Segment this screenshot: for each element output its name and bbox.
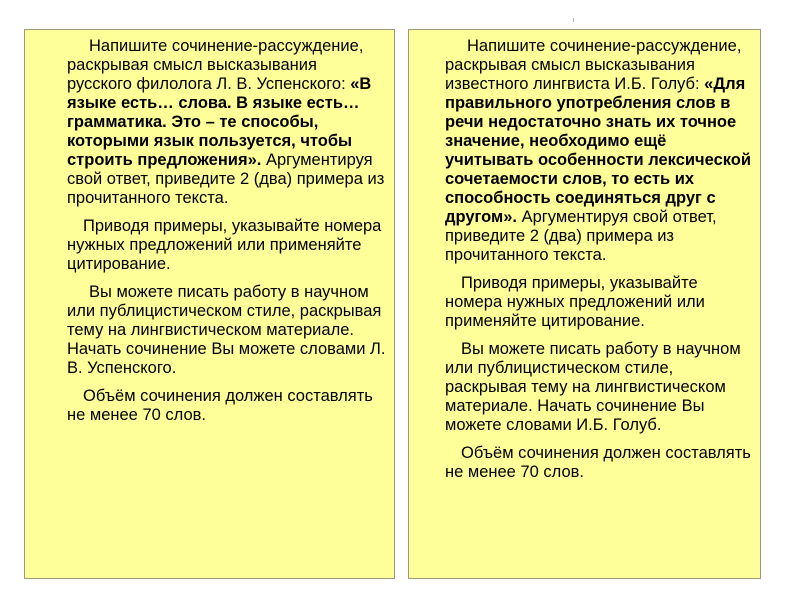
task-intro-text: Напишите сочинение-рассуждение, раскрывая смысл высказывания русского филолога Л. В. Успенского: [67, 37, 364, 93]
quote-text: «Для правильного употребления слов в речи недостаточно знать их точное значение, необходимо ещё учитывать особенности лексической сочетаемости слов, то есть их способность соединяться друг с другом». [445, 75, 752, 226]
essay-task-card-uspensky [24, 29, 395, 579]
examples-note: Приводя примеры, указывайте номера нужных предложений или применяйте цитирование. [445, 274, 705, 330]
style-note: Вы можете писать работу в научном или публицистическом стиле, раскрывая тему на лингвистическом материале. Начать сочинение Вы можете словами Л. В. Успенского. [67, 283, 386, 377]
examples-note: Приводя примеры, указывайте номера нужных предложений или применяйте цитирование. [67, 217, 382, 273]
essay-task-card-golub [408, 29, 761, 579]
task-intro-text: Напишите сочинение-рассуждение, раскрывая смысл высказывания известного лингвиста И.Б. Голуб: [445, 37, 742, 93]
task-paragraph [67, 37, 386, 208]
task-paragraph [445, 37, 752, 265]
volume-note: Объём сочинения должен составлять не менее 70 слов. [445, 444, 751, 481]
style-note: Вы можете писать работу в научном или публицистическом стиле, раскрывая тему на лингвистическом материале. Начать сочинение Вы можете словами И.Б. Голуб. [445, 340, 741, 434]
task-end-text: Аргументируя свой ответ, приведите 2 (два) примера из прочитанного текста. [67, 151, 385, 207]
decorative-tick [573, 18, 574, 22]
quote-text: «В языке есть… слова. В языке есть… грамматика. Это – те способы, которыми язык пользуется, чтобы строить предложения». [67, 75, 372, 169]
task-end-text: Аргументируя свой ответ, приведите 2 (два) примера из прочитанного текста. [445, 208, 717, 264]
volume-note: Объём сочинения должен составлять не менее 70 слов. [67, 387, 373, 424]
